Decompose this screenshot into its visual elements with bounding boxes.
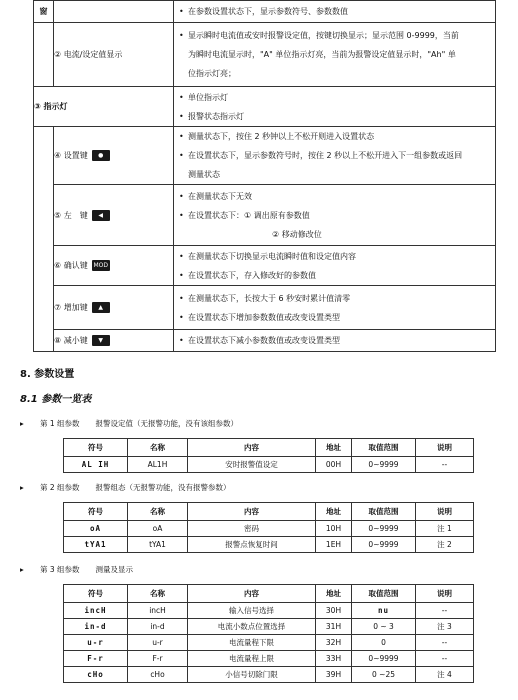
group2-table: 符号 名称 内容 地址 取值范围 说明 oA oA 密码 10H 0~9999 注 1 tYA1 tYA1 报警点恢复时间 1EH 0~9999 注 2 bbox=[63, 502, 474, 553]
row3-bullet-2: • 报警状态指示灯 bbox=[174, 107, 495, 126]
row1-bullet: • 在参数设置状态下，显示参数符号、参数数值 bbox=[174, 2, 495, 21]
section-8-title: 8. 参数设置 bbox=[20, 369, 75, 380]
row5-label: ⑤ 左 键 ◀ bbox=[54, 185, 174, 246]
row5-line-2: • 在设置状态下：① 调出原有参数值 bbox=[174, 206, 495, 225]
row4-label: ④ 设置键 ● bbox=[54, 127, 174, 185]
row7-line-1: • 在测量状态下，长按大于 6 秒安时累计值清零 bbox=[174, 289, 495, 308]
row3-label: ③ 指示灯 bbox=[34, 87, 174, 127]
table-row: cHo cHo 小信号切除门限 39H 0 ~25 注 4 bbox=[64, 667, 474, 683]
row8-label: ⑧ 减小键 ▼ bbox=[54, 330, 174, 352]
mod-key-icon: MOD bbox=[93, 262, 108, 269]
left-key-icon: ◀ bbox=[92, 210, 110, 221]
row4-line-1: • 测量状态下，按住 2 秒钟以上不松开则进入设置状态 bbox=[174, 127, 495, 146]
table-row: tYA1 tYA1 报警点恢复时间 1EH 0~9999 注 2 bbox=[64, 537, 474, 553]
row2-label: ② 电流/设定值显示 bbox=[54, 23, 174, 87]
group2-heading: ▸ 第 2 组参数 报警组态（无报警功能，没有报警参数） bbox=[20, 483, 231, 492]
up-key-icon: ▲ bbox=[92, 302, 110, 313]
table-row: incH incH 输入信号选择 30H nu -- bbox=[64, 603, 474, 619]
group1-table: 符号 名称 内容 地址 取值范围 说明 AL IH AL1H 安时报警值设定 00H 0~9999 -- bbox=[63, 438, 474, 473]
down-key-icon: ▼ bbox=[92, 335, 110, 346]
row7-line-2: • 在设置状态下增加参数数值或改变设置类型 bbox=[174, 308, 495, 327]
row4-line-2: • 在设置状态下，显示参数符号时，按住 2 秒以上不松开进入下一组参数或返回 bbox=[174, 146, 495, 165]
row6-line-1: • 在测量状态下切换显示电流瞬时值和设定值内容 bbox=[174, 247, 495, 266]
row7-label: ⑦ 增加键 ▲ bbox=[54, 286, 174, 330]
table-row: in-d in-d 电流小数点位置选择 31H 0 ~ 3 注 3 bbox=[64, 619, 474, 635]
row2-line-2: 为瞬时电流显示时，"A" 单位指示灯亮，当前为报警设定值显示时，"Ah" 单 bbox=[188, 50, 456, 59]
row3-bullet-1: • 单位指示灯 bbox=[174, 88, 495, 107]
row6-label: ⑥ 确认键 MOD bbox=[54, 246, 174, 286]
bullet-arrow-icon: ▸ bbox=[20, 565, 24, 574]
group3-heading: ▸ 第 3 组参数 测量及显示 bbox=[20, 565, 134, 574]
row2-line-1: • 显示瞬时电流值或安时报警设定值，按键切换显示；显示范围 0-9999，当前 bbox=[174, 26, 495, 45]
set-key-icon: ● bbox=[92, 150, 110, 161]
row8-line-1: • 在设置状态下减小参数数值或改变设置类型 bbox=[174, 331, 495, 350]
group1-heading: ▸ 第 1 组参数 报警设定值（无报警功能，没有该组参数） bbox=[20, 419, 239, 428]
row6-line-2: • 在设置状态下，存入修改好的参数值 bbox=[174, 266, 495, 285]
table-row: u-r u-r 电流量程下限 32H 0 -- bbox=[64, 635, 474, 651]
table-row: oA oA 密码 10H 0~9999 注 1 bbox=[64, 521, 474, 537]
table-row: AL IH AL1H 安时报警值设定 00H 0~9999 -- bbox=[64, 457, 474, 473]
bullet-arrow-icon: ▸ bbox=[20, 483, 24, 492]
section-8-1-title: 8.1 参数一览表 bbox=[20, 394, 92, 405]
group-label-window: 窗 bbox=[34, 1, 54, 23]
bullet-arrow-icon: ▸ bbox=[20, 419, 24, 428]
row5-line-1: • 在测量状态下无效 bbox=[174, 187, 495, 206]
group3-table: 符号 名称 内容 地址 取值范围 说明 incH incH 输入信号选择 30H nu -- in-d in-d 电流小数点位置选择 31H 0 ~ 3 注 3 u-r u-r 电流量程下限 32H 0 -- F-r F-r 电流量程上限 33H 0~9999 -- cHo cHo 小信号切除门限 39H 0 ~25 注 4 bbox=[63, 584, 474, 683]
ops-group-label bbox=[34, 127, 54, 352]
row2-line-3: 位指示灯亮； bbox=[188, 69, 236, 78]
row5-line-3: ② 移动修改位 bbox=[272, 229, 322, 239]
row4-line-3: 测量状态 bbox=[188, 170, 220, 179]
key-function-table bbox=[33, 0, 495, 355]
table-row: F-r F-r 电流量程上限 33H 0~9999 -- bbox=[64, 651, 474, 667]
